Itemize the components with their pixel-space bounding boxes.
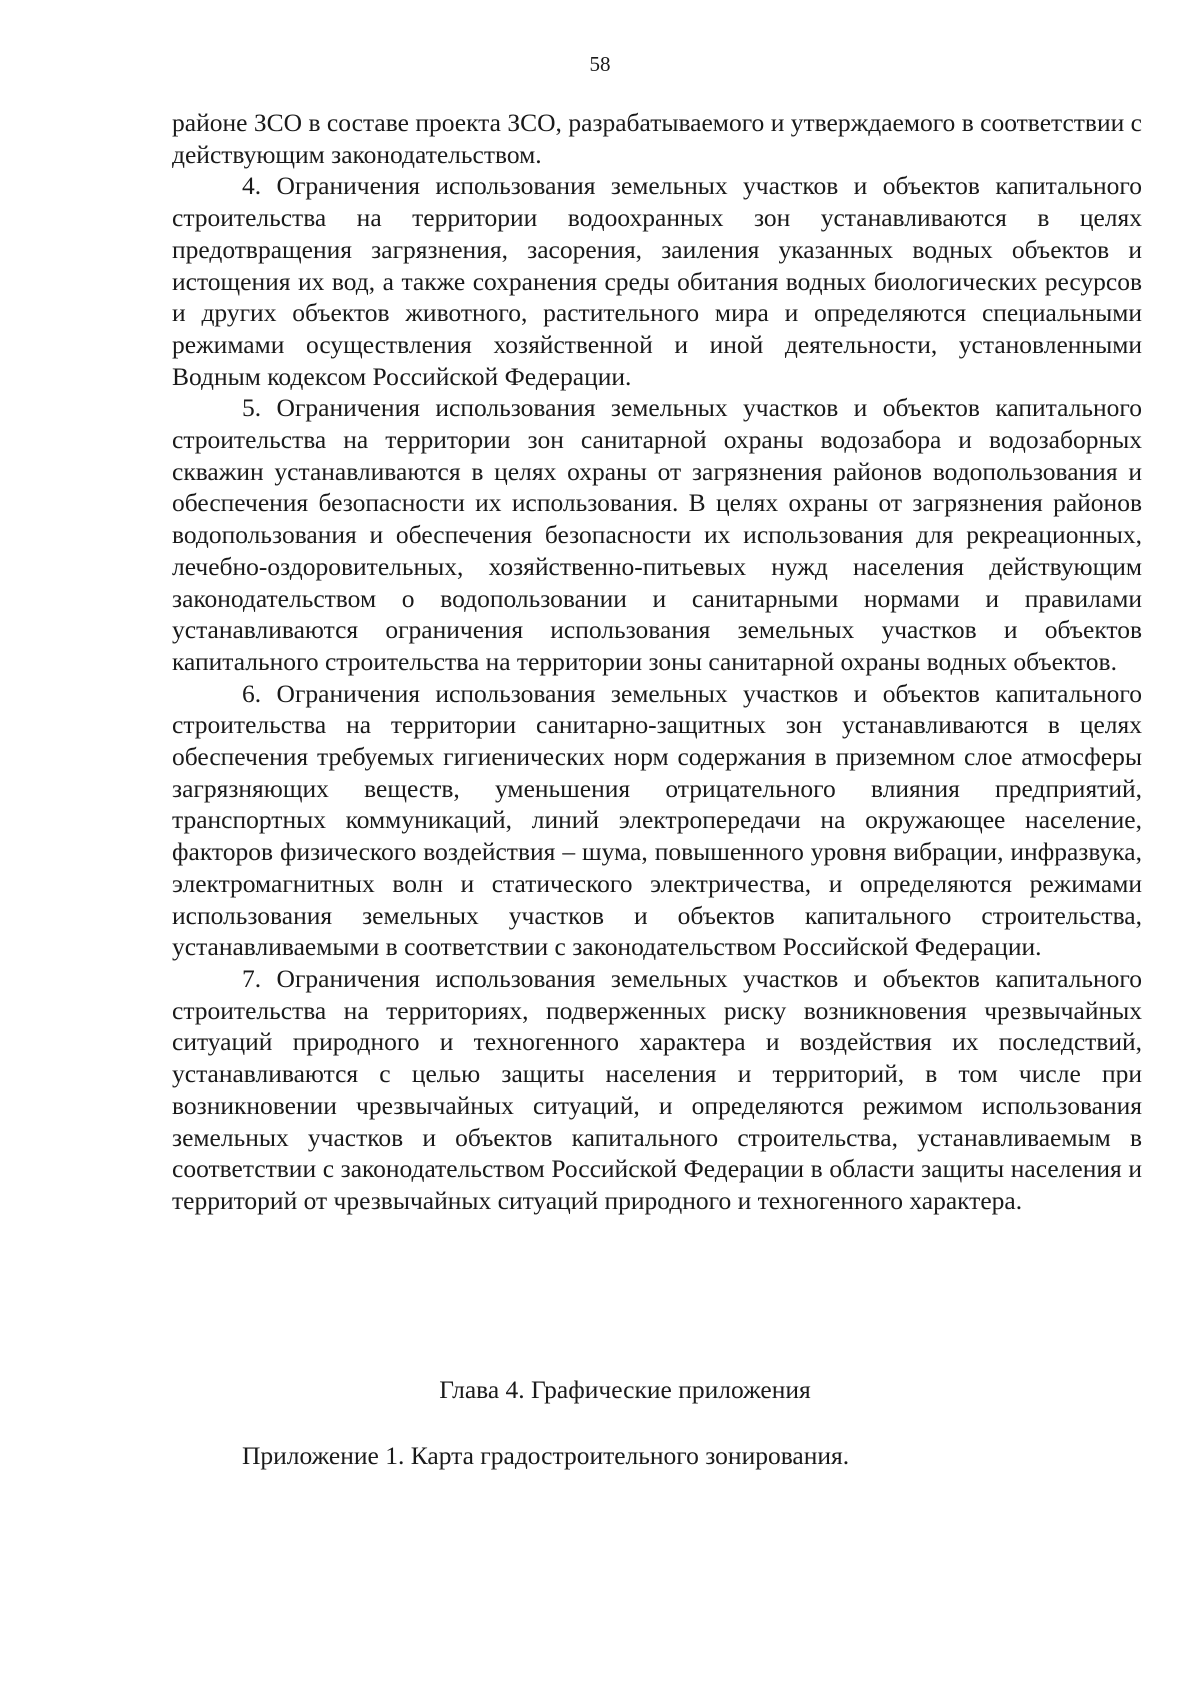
page-number: 58	[589, 52, 611, 76]
body-text	[172, 107, 1142, 1217]
paragraph-item-4: 4. Ограничения использования земельных участков и объектов капитального строительства на территории водоохранных зон устанавливаются в целях предотвращения загрязнения, засорения, заиления указанных водных объектов и истощения их вод, а также сохранения среды обитания водных биологических ресурсов и других объектов животного, растительного мира и определяются специальными режимами осуществления хозяйственной и иной деятельности, установленными Водным кодексом Российской Федерации.	[172, 171, 1142, 391]
appendix-item: Приложение 1. Карта градостроительного зонирования.	[242, 1441, 850, 1470]
paragraph-item-7: 7. Ограничения использования земельных участков и объектов капитального строительства на территориях, подверженных риску возникновения чрезвычайных ситуаций природного и техногенного характера и воздействия их последствий, устанавливаются с целью защиты населения и территорий, в том числе при возникновении чрезвычайных ситуаций, и определяются режимом использования земельных участков и объектов капитального строительства, устанавливаемым в соответствии с законодательством Российской Федерации в области защиты населения и территорий от чрезвычайных ситуаций природного и техногенного характера.	[172, 963, 1142, 1215]
paragraph-item-5: 5. Ограничения использования земельных участков и объектов капитального строительства на территории зон санитарной охраны водозабора и водозаборных скважин устанавливаются в целях охраны от загрязнения районов водопользования и обеспечения безопасности их использования. В целях охраны от загрязнения районов водопользования и обеспечения безопасности их использования для рекреационных, лечебно-оздоровительных, хозяйственно-питьевых нужд населения действующим законодательством о водопользовании и санитарными нормами и правилами устанавливаются ограничения использования земельных участков и объектов капитального строительства на территории зоны санитарной охраны водных объектов.	[172, 393, 1142, 676]
paragraph-item-6: 6. Ограничения использования земельных участков и объектов капитального строительства на территории санитарно-защитных зон устанавливаются в целях обеспечения требуемых гигиенических норм содержания в приземном слое атмосферы загрязняющих веществ, уменьшения отрицательного влияния предприятий, транспортных коммуникаций, линий электропередачи на окружающее население, факторов физического воздействия – шума, повышенного уровня вибрации, инфразвука, электромагнитных волн и статического электричества, и определяются режимами использования земельных участков и объектов капитального строительства, устанавливаемыми в соответствии с законодательством Российской Федерации.	[172, 678, 1142, 962]
chapter-heading: Глава 4. Графические приложения	[439, 1375, 811, 1404]
paragraph-continuation: районе ЗСО в составе проекта ЗСО, разрабатываемого и утверждаемого в соответствии с действующим законодательством.	[172, 108, 1142, 169]
